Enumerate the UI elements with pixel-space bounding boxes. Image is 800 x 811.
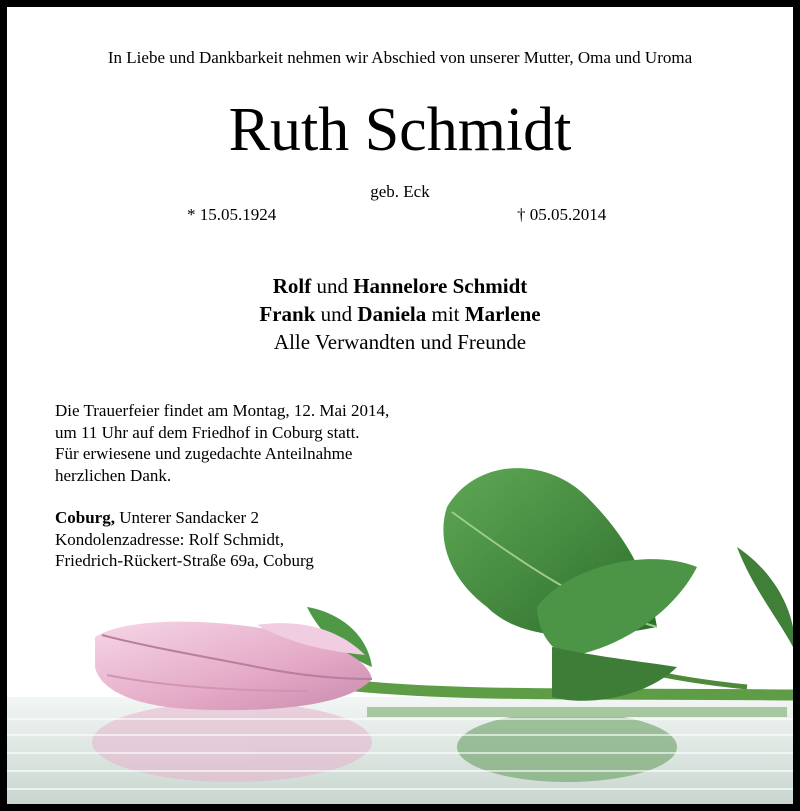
condolence-line: Kondolenzadresse: Rolf Schmidt, xyxy=(55,529,284,549)
mourner-name: Rolf xyxy=(272,274,312,298)
mourner-name: Daniela xyxy=(357,302,427,326)
address-city: Coburg, xyxy=(55,508,115,527)
info-line: Die Trauerfeier findet am Montag, 12. Mai 2014, xyxy=(55,401,390,420)
birth-name: geb. Eck xyxy=(370,182,430,201)
mourners-line-3: Alle Verwandten und Freunde xyxy=(273,330,527,354)
rose-on-water-image xyxy=(7,7,793,804)
death-date: † 05.05.2014 xyxy=(517,205,607,224)
birth-date: * 15.05.1924 xyxy=(187,205,277,224)
condolence-line: Friedrich-Rückert-Straße 69a, Coburg xyxy=(55,551,314,570)
intro-text: In Liebe und Dankbarkeit nehmen wir Abschied von unserer Mutter, Oma und Uroma xyxy=(107,48,693,67)
rose-leaves xyxy=(307,468,793,701)
conjunction: und xyxy=(316,274,348,298)
mourner-name: Marlene xyxy=(464,302,541,326)
address-street: Unterer Sandacker 2 xyxy=(119,508,259,527)
mourner-name: Hannelore Schmidt xyxy=(353,274,528,298)
conjunction: und xyxy=(320,302,353,326)
info-line: Für erwiesene und zugedachte Anteilnahme xyxy=(55,444,353,463)
mourner-name: Frank xyxy=(259,302,316,326)
info-line: herzlichen Dank. xyxy=(55,465,172,485)
info-line: um 11 Uhr auf dem Friedhof in Coburg statt. xyxy=(55,422,360,442)
conjunction: mit xyxy=(431,302,460,326)
rose-bud xyxy=(95,622,372,710)
deceased-name: Ruth Schmidt xyxy=(228,96,572,164)
